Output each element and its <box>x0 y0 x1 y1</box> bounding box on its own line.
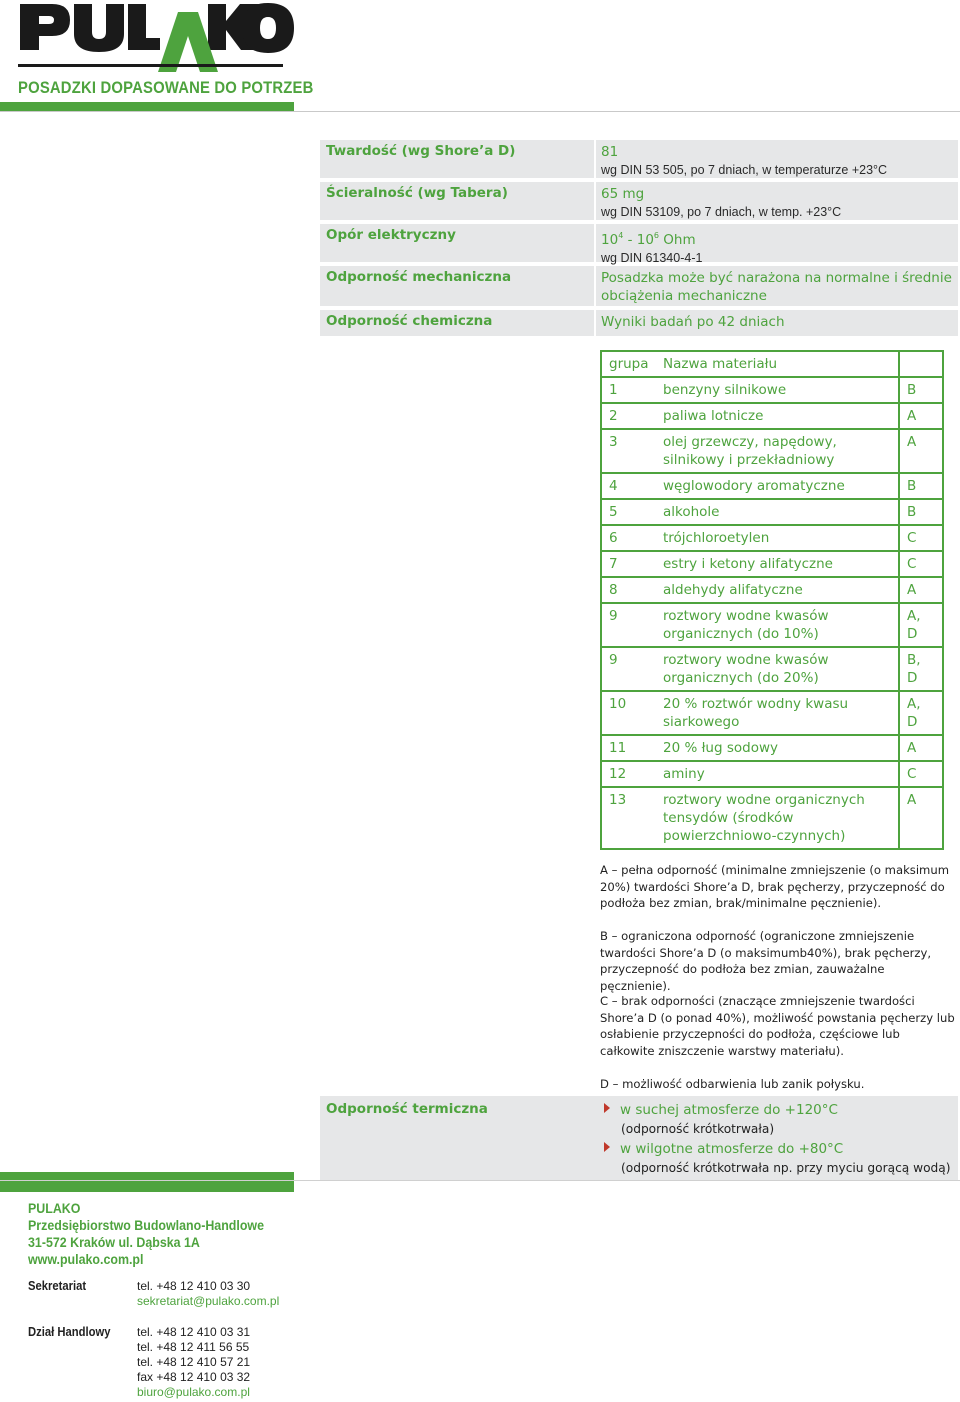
cell-group: 5 <box>601 499 656 525</box>
cell-rating: B <box>899 473 943 499</box>
triangle-bullet-icon <box>604 1142 610 1152</box>
cell-rating: A <box>899 787 943 849</box>
cell-rating: A <box>899 429 943 473</box>
thermal-item-dry-note: (odporność krótkotrwała) <box>621 1122 775 1136</box>
property-value-hardness <box>596 140 958 178</box>
thermal-item-wet: w wilgotne atmosferze do +80°C <box>604 1141 843 1157</box>
table-row <box>601 403 943 429</box>
cell-rating: A, D <box>899 603 943 647</box>
table-row <box>601 787 943 849</box>
phone-number: tel. +48 12 410 03 31 <box>137 1325 251 1339</box>
header-rating <box>899 351 943 377</box>
property-value-mechanical: Posadzka może być narażona na normalne i średnie obciążenia mechaniczne <box>596 266 958 306</box>
hardness-value: 81 <box>601 144 619 160</box>
cell-rating: A, D <box>899 691 943 735</box>
logo-wordmark <box>20 3 294 53</box>
property-label-resistance: Opór elektryczny <box>320 224 594 262</box>
cell-material: alkohole <box>656 499 899 525</box>
cell-material: 20 % ług sodowy <box>656 735 899 761</box>
phone-number: tel. +48 12 411 56 55 <box>137 1340 250 1354</box>
cell-rating: A <box>899 577 943 603</box>
legend-c: C – brak odporności (znaczące zmniejszenie twardości Shore’a D (o ponad 40%), możliwość powstania pęcherzy lub osłabienie przyczepności do podłoża, częściowe lub całkowite zniszczenie warstwy materiału). <box>600 994 955 1058</box>
dept-sekretariat-label: Sekretariat <box>28 1279 87 1293</box>
cell-rating: C <box>899 525 943 551</box>
table-row <box>601 761 943 787</box>
cell-material: 20 % roztwór wodny kwasu siarkowego <box>656 691 899 735</box>
cell-group: 12 <box>601 761 656 787</box>
table-row <box>601 377 943 403</box>
company-type: Przedsiębiorstwo Budowlano-Handlowe <box>28 1218 265 1233</box>
cell-material: trójchloroetylen <box>656 525 899 551</box>
pulako-logo <box>18 0 298 72</box>
cell-rating: A <box>899 735 943 761</box>
cell-rating: C <box>899 761 943 787</box>
table-row <box>601 429 943 473</box>
cell-rating: B, D <box>899 647 943 691</box>
cell-rating: B <box>899 377 943 403</box>
cell-group: 8 <box>601 577 656 603</box>
property-label-hardness: Twardość (wg Shore’a D) <box>320 140 594 178</box>
cell-group: 1 <box>601 377 656 403</box>
resistance-method: wg DIN 61340-4-1 <box>601 251 703 265</box>
cell-group: 6 <box>601 525 656 551</box>
company-name: PULAKO <box>28 1201 81 1216</box>
property-label-mechanical: Odporność mechaniczna <box>320 266 594 306</box>
company-address: 31-572 Kraków ul. Dąbska 1A <box>28 1235 200 1250</box>
table-header-row <box>601 351 943 377</box>
cell-material: aldehydy alifatyczne <box>656 577 899 603</box>
property-value-chemical: Wyniki badań po 42 dniach <box>596 310 958 336</box>
table-row <box>601 647 943 691</box>
cell-material: paliwa lotnicze <box>656 403 899 429</box>
cell-group: 13 <box>601 787 656 849</box>
cell-material: olej grzewczy, napędowy, silnikowy i przekładniowy <box>656 429 899 473</box>
chemical-resistance-table <box>600 350 944 850</box>
property-label-chemical: Odporność chemiczna <box>320 310 594 336</box>
cell-group: 7 <box>601 551 656 577</box>
cell-material: estry i ketony alifatyczne <box>656 551 899 577</box>
cell-group: 3 <box>601 429 656 473</box>
cell-material: aminy <box>656 761 899 787</box>
table-row <box>601 473 943 499</box>
cell-rating: A <box>899 403 943 429</box>
cell-material: roztwory wodne organicznych tensydów (środków powierzchniowo-czynnych) <box>656 787 899 849</box>
tagline: POSADZKI DOPASOWANE DO POTRZEB <box>18 79 314 97</box>
email-link[interactable]: biuro@pulako.com.pl <box>137 1385 250 1399</box>
cell-material: węglowodory aromatyczne <box>656 473 899 499</box>
table-row <box>601 691 943 735</box>
dept-sekretariat-contact <box>137 1279 279 1309</box>
cell-rating: C <box>899 551 943 577</box>
cell-material: benzyny silnikowe <box>656 377 899 403</box>
cell-rating: B <box>899 499 943 525</box>
cell-group: 11 <box>601 735 656 761</box>
company-block <box>28 1200 264 1268</box>
property-value-abrasion <box>596 182 958 220</box>
cell-material: roztwory wodne kwasów organicznych (do 10%) <box>656 603 899 647</box>
thermal-item-wet-note: (odporność krótkotrwała np. przy myciu gorącą wodą) <box>621 1161 951 1175</box>
abrasion-method: wg DIN 53109, po 7 dniach, w temp. +23°C <box>601 205 842 219</box>
header-group: grupa <box>601 351 656 377</box>
cell-group: 9 <box>601 603 656 647</box>
triangle-bullet-icon <box>604 1103 610 1113</box>
resistance-value: $10^4 - 10^6$ Ohm <box>601 231 696 248</box>
table-row <box>601 499 943 525</box>
legend-d: D – możliwość odbarwienia lub zanik połysku. <box>600 1077 865 1091</box>
cell-group: 9 <box>601 647 656 691</box>
table-row <box>601 525 943 551</box>
cell-group: 2 <box>601 403 656 429</box>
fax-number: fax +48 12 410 03 32 <box>137 1370 251 1384</box>
header-divider <box>0 111 960 112</box>
cell-material: roztwory wodne kwasów organicznych (do 20%) <box>656 647 899 691</box>
cell-group: 4 <box>601 473 656 499</box>
phone-number: tel. +48 12 410 57 21 <box>137 1355 251 1369</box>
phone-number: tel. +48 12 410 03 30 <box>137 1279 251 1293</box>
dept-handlowy-contact <box>137 1325 250 1400</box>
dept-handlowy-label: Dział Handlowy <box>28 1325 111 1339</box>
email-link[interactable]: sekretariat@pulako.com.pl <box>137 1294 280 1308</box>
thermal-item-dry: w suchej atmosferze do +120°C <box>604 1102 838 1118</box>
footer-divider <box>0 1180 960 1181</box>
table-row <box>601 577 943 603</box>
table-row <box>601 603 943 647</box>
footer-green-bar <box>0 1172 294 1192</box>
property-value-resistance <box>596 224 958 265</box>
legend-a: A – pełna odporność (minimalne zmniejszenie (o maksimum 20%) twardości Shore’a D, brak pęcherzy, przyczepność do podłoża bez zmian, brak/minimalne pęcznienie). <box>600 863 949 910</box>
table-row <box>601 735 943 761</box>
company-website[interactable]: www.pulako.com.pl <box>28 1252 144 1267</box>
abrasion-value: 65 mg <box>601 186 645 202</box>
property-label-abrasion: Ścieralność (wg Tabera) <box>320 182 594 220</box>
legend-b: B – ograniczona odporność (ograniczone zmniejszenie twardości Shore’a D (o maksimumb40%), brak pęcherzy, przyczepność do podłoża bez zmian, zauważalne pęcznienie). <box>600 929 932 993</box>
cell-group: 10 <box>601 691 656 735</box>
property-label-thermal: Odporność termiczna <box>326 1101 488 1117</box>
header-material: Nazwa materiału <box>656 351 899 377</box>
table-row <box>601 551 943 577</box>
hardness-method: wg DIN 53 505, po 7 dniach, w temperaturze +23°C <box>601 163 888 177</box>
